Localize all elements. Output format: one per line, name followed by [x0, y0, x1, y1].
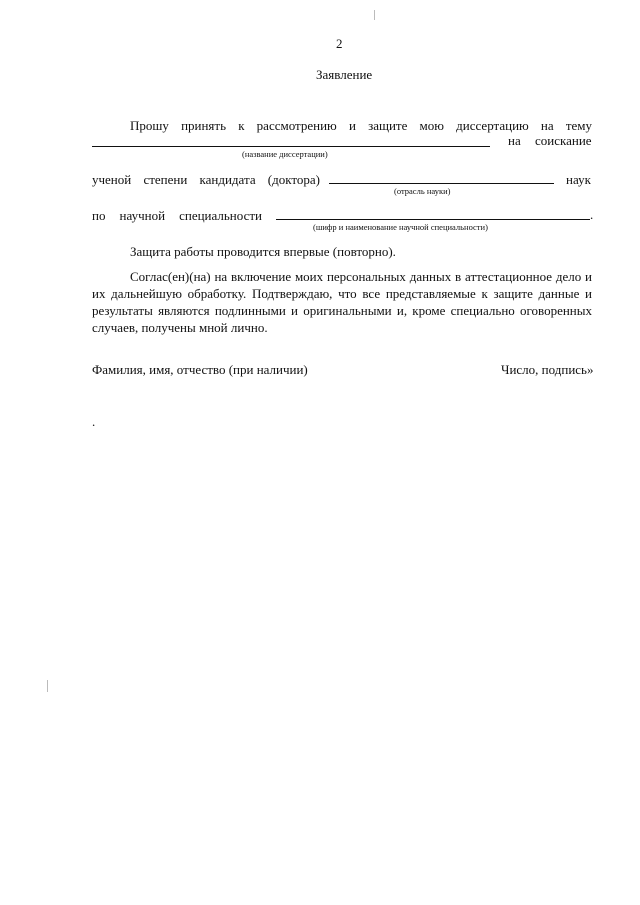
request-line [130, 118, 592, 134]
word: мою [419, 118, 444, 133]
scan-artifact-mark [374, 10, 375, 20]
signature-date-label: Число, подпись» [501, 362, 594, 377]
signature-name-label: Фамилия, имя, отчество (при наличии) [92, 362, 308, 377]
word: на [540, 118, 554, 133]
word: по [92, 208, 106, 223]
word: защите [368, 118, 408, 133]
degree-line [92, 172, 320, 188]
word: степени [143, 172, 188, 187]
caption-dissertation: (название диссертации) [242, 149, 328, 159]
na-label: на [508, 133, 521, 148]
consent-paragraph: Соглас(ен)(на) на включение моих персональных данных в аттестационное дело и их дальнейшую обработку. Подтверждаю, что все представляемые к защите данные и результаты являются подлинными и оригинальными и, кроме специально оговоренных случаев, получены мной лично. [92, 269, 592, 335]
page-number: 2 [336, 36, 343, 51]
word: диссертацию [456, 118, 529, 133]
stray-dot: . [92, 414, 96, 429]
defense-statement: Защита работы проводится впервые (повторно). [130, 244, 396, 259]
word: и [348, 118, 356, 133]
soiskanie-label: соискание [535, 133, 592, 148]
word: рассмотрению [256, 118, 337, 133]
science-branch-field[interactable] [329, 183, 554, 184]
caption-branch: (отрасль науки) [394, 186, 451, 196]
caption-specialty: (шифр и наименование научной специальности) [313, 222, 488, 232]
word: научной [119, 208, 166, 223]
word: (доктора) [267, 172, 320, 187]
specialty-line [92, 208, 262, 224]
word: к [238, 118, 245, 133]
nauk-label: наук [566, 172, 591, 187]
word: кандидата [199, 172, 256, 187]
word: тему [565, 118, 592, 133]
word: специальности [179, 208, 262, 223]
word: Прошу [130, 118, 169, 133]
specialty-field[interactable] [276, 219, 590, 220]
document-title: Заявление [316, 67, 373, 82]
dissertation-title-field[interactable] [92, 146, 490, 147]
period-mark: . [590, 207, 594, 222]
scan-artifact-mark [47, 680, 48, 692]
word: принять [181, 118, 227, 133]
word: ученой [92, 172, 132, 187]
